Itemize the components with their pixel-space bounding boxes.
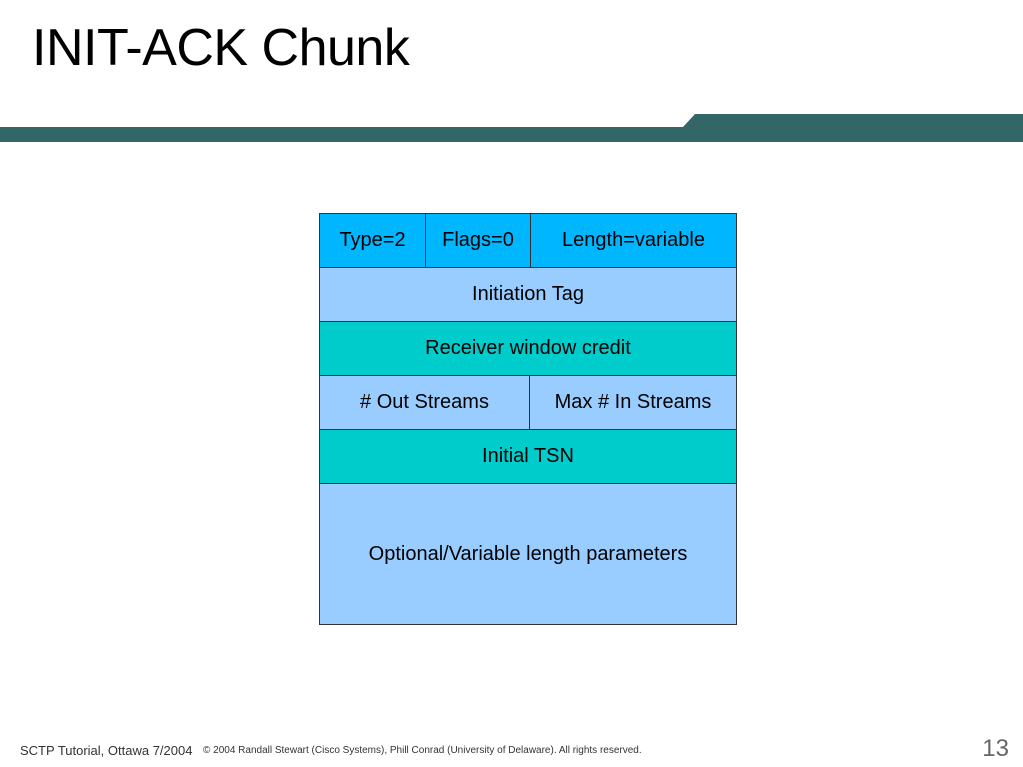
header-band bbox=[0, 0, 1023, 145]
initial-tsn-field: Initial TSN bbox=[320, 430, 736, 483]
footer-tutorial-label: SCTP Tutorial, Ottawa 7/2004 bbox=[20, 743, 193, 758]
page-number: 13 bbox=[982, 735, 1009, 762]
footer-copyright: © 2004 Randall Stewart (Cisco Systems), Phill Conrad (University of Delaware). All rights reserved. bbox=[203, 745, 642, 756]
max-in-streams-field: Max # In Streams bbox=[529, 376, 736, 429]
initiation-tag-field: Initiation Tag bbox=[320, 268, 736, 321]
slide-title: INIT-ACK Chunk bbox=[32, 19, 410, 77]
initial-tsn-row bbox=[319, 430, 737, 484]
receiver-window-credit-field: Receiver window credit bbox=[320, 322, 736, 375]
streams-row bbox=[319, 376, 737, 430]
initiation-tag-row bbox=[319, 268, 737, 322]
length-field: Length=variable bbox=[530, 214, 736, 267]
optional-params-row bbox=[319, 484, 737, 625]
type-field: Type=2 bbox=[320, 214, 425, 267]
receiver-window-row bbox=[319, 322, 737, 376]
init-ack-chunk-diagram bbox=[319, 213, 737, 625]
chunk-header-row bbox=[319, 213, 737, 268]
optional-parameters-field: Optional/Variable length parameters bbox=[320, 484, 736, 624]
out-streams-field: # Out Streams bbox=[320, 376, 529, 429]
flags-field: Flags=0 bbox=[425, 214, 530, 267]
